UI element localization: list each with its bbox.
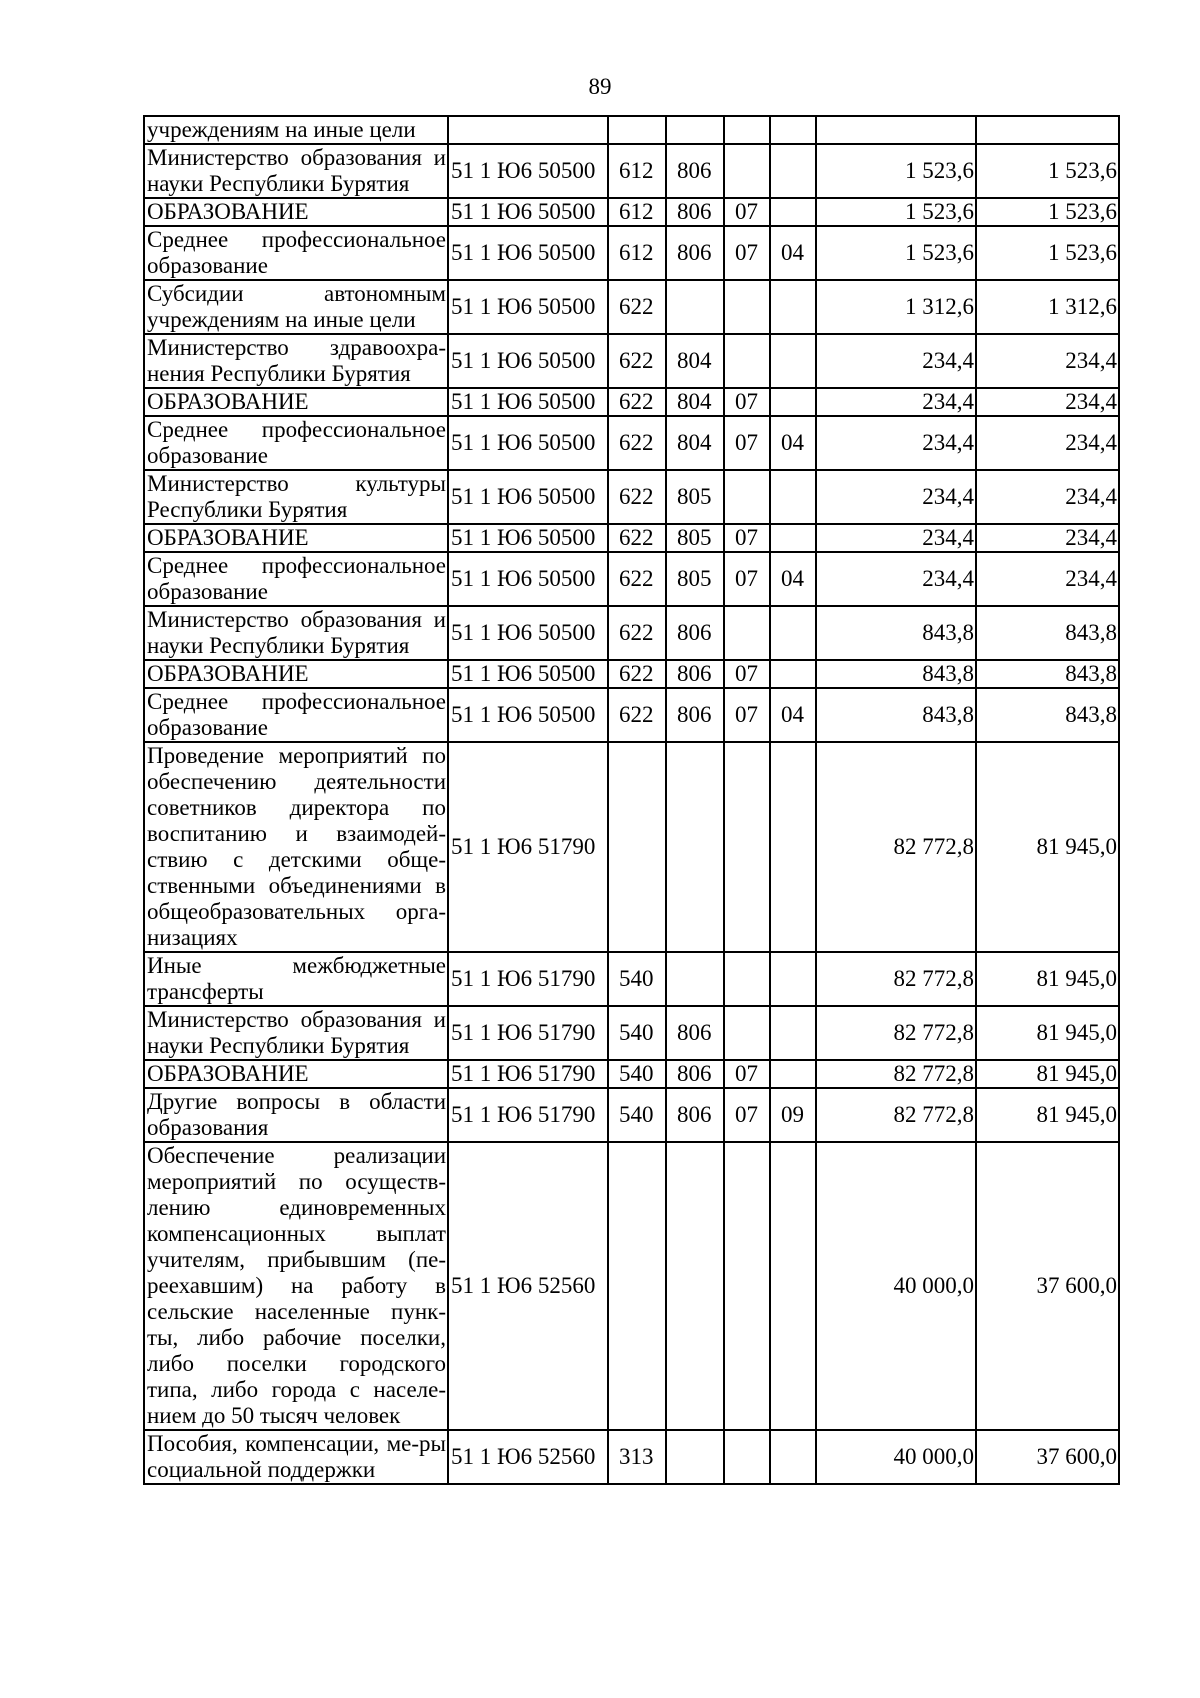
subsection-cell	[770, 524, 816, 552]
target-article-cell: 51 1 Ю6 50500	[448, 524, 608, 552]
sum-year-1-cell: 234,4	[816, 524, 976, 552]
sum-year-2-cell: 37 600,0	[976, 1430, 1119, 1484]
subsection-cell	[770, 470, 816, 524]
row-name-cell: Министерство образования и науки Республики Бурятия	[144, 144, 448, 198]
sum-year-2-cell: 81 945,0	[976, 952, 1119, 1006]
ministry-code-cell: 806	[666, 198, 724, 226]
ministry-code-cell: 804	[666, 334, 724, 388]
expense-type-cell: 540	[608, 1060, 666, 1088]
target-article-cell: 51 1 Ю6 52560	[448, 1142, 608, 1430]
sum-year-2-cell: 81 945,0	[976, 1006, 1119, 1060]
expense-type-cell: 612	[608, 198, 666, 226]
row-name-cell: учреждениям на иные цели	[144, 116, 448, 144]
sum-year-2-cell: 234,4	[976, 552, 1119, 606]
row-name-cell: Пособия, компенсации, ме-ры социальной поддержки	[144, 1430, 448, 1484]
subsection-cell: 04	[770, 226, 816, 280]
ministry-code-cell	[666, 1430, 724, 1484]
sum-year-2-cell: 1 523,6	[976, 226, 1119, 280]
sum-year-2-cell: 1 523,6	[976, 144, 1119, 198]
sum-year-2-cell: 234,4	[976, 416, 1119, 470]
table-row	[144, 1060, 1119, 1088]
row-name-cell: ОБРАЗОВАНИЕ	[144, 660, 448, 688]
target-article-cell: 51 1 Ю6 50500	[448, 388, 608, 416]
expense-type-cell: 313	[608, 1430, 666, 1484]
expense-type-cell: 622	[608, 470, 666, 524]
subsection-cell	[770, 280, 816, 334]
target-article-cell: 51 1 Ю6 50500	[448, 470, 608, 524]
section-cell: 07	[724, 1088, 770, 1142]
ministry-code-cell: 806	[666, 1088, 724, 1142]
expense-type-cell: 540	[608, 952, 666, 1006]
sum-year-1-cell: 234,4	[816, 334, 976, 388]
target-article-cell: 51 1 Ю6 52560	[448, 1430, 608, 1484]
ministry-code-cell: 804	[666, 416, 724, 470]
section-cell	[724, 1006, 770, 1060]
target-article-cell: 51 1 Ю6 50500	[448, 552, 608, 606]
target-article-cell: 51 1 Ю6 51790	[448, 742, 608, 952]
sum-year-2-cell: 1 523,6	[976, 198, 1119, 226]
sum-year-2-cell: 234,4	[976, 470, 1119, 524]
sum-year-1-cell: 40 000,0	[816, 1142, 976, 1430]
section-cell	[724, 742, 770, 952]
expense-type-cell: 612	[608, 226, 666, 280]
expense-type-cell: 622	[608, 416, 666, 470]
table-row	[144, 742, 1119, 952]
table-row	[144, 388, 1119, 416]
table-row	[144, 280, 1119, 334]
sum-year-2-cell: 81 945,0	[976, 1088, 1119, 1142]
table-row	[144, 606, 1119, 660]
expense-type-cell: 622	[608, 660, 666, 688]
ministry-code-cell: 806	[666, 144, 724, 198]
sum-year-2-cell: 843,8	[976, 606, 1119, 660]
subsection-cell: 04	[770, 688, 816, 742]
sum-year-2-cell: 37 600,0	[976, 1142, 1119, 1430]
sum-year-1-cell: 40 000,0	[816, 1430, 976, 1484]
section-cell: 07	[724, 1060, 770, 1088]
sum-year-1-cell: 234,4	[816, 388, 976, 416]
expense-type-cell	[608, 116, 666, 144]
expense-type-cell	[608, 1142, 666, 1430]
subsection-cell	[770, 198, 816, 226]
target-article-cell: 51 1 Ю6 50500	[448, 280, 608, 334]
row-name-cell: Проведение мероприятий по обеспечению деятельности советников директора по воспитанию и взаимодей-ствию с детскими обще-ственными объединениями в общеобразовательных орга-низациях	[144, 742, 448, 952]
section-cell	[724, 1142, 770, 1430]
subsection-cell	[770, 742, 816, 952]
row-name-cell: ОБРАЗОВАНИЕ	[144, 388, 448, 416]
subsection-cell	[770, 334, 816, 388]
target-article-cell: 51 1 Ю6 50500	[448, 660, 608, 688]
table-row	[144, 416, 1119, 470]
sum-year-1-cell: 1 523,6	[816, 226, 976, 280]
subsection-cell	[770, 1006, 816, 1060]
target-article-cell: 51 1 Ю6 51790	[448, 952, 608, 1006]
sum-year-1-cell: 82 772,8	[816, 1088, 976, 1142]
expense-type-cell: 622	[608, 524, 666, 552]
row-name-cell: Среднее профессиональное образование	[144, 226, 448, 280]
section-cell	[724, 116, 770, 144]
sum-year-1-cell: 234,4	[816, 416, 976, 470]
row-name-cell: Среднее профессиональное образование	[144, 416, 448, 470]
section-cell	[724, 952, 770, 1006]
section-cell: 07	[724, 198, 770, 226]
row-name-cell: Другие вопросы в области образования	[144, 1088, 448, 1142]
table-row	[144, 1430, 1119, 1484]
sum-year-2-cell: 843,8	[976, 660, 1119, 688]
sum-year-2-cell: 1 312,6	[976, 280, 1119, 334]
table-row	[144, 1006, 1119, 1060]
subsection-cell	[770, 660, 816, 688]
subsection-cell	[770, 388, 816, 416]
page-number: 89	[588, 74, 612, 99]
sum-year-1-cell: 82 772,8	[816, 742, 976, 952]
row-name-cell: ОБРАЗОВАНИЕ	[144, 524, 448, 552]
section-cell	[724, 334, 770, 388]
target-article-cell: 51 1 Ю6 51790	[448, 1060, 608, 1088]
sum-year-2-cell: 234,4	[976, 388, 1119, 416]
sum-year-1-cell: 82 772,8	[816, 952, 976, 1006]
table-row	[144, 470, 1119, 524]
target-article-cell: 51 1 Ю6 50500	[448, 226, 608, 280]
table-row	[144, 524, 1119, 552]
ministry-code-cell: 806	[666, 226, 724, 280]
subsection-cell	[770, 1060, 816, 1088]
expense-type-cell: 622	[608, 688, 666, 742]
ministry-code-cell	[666, 116, 724, 144]
target-article-cell: 51 1 Ю6 50500	[448, 606, 608, 660]
sum-year-1-cell: 1 312,6	[816, 280, 976, 334]
table-row	[144, 144, 1119, 198]
sum-year-2-cell: 234,4	[976, 524, 1119, 552]
subsection-cell	[770, 144, 816, 198]
ministry-code-cell	[666, 952, 724, 1006]
ministry-code-cell	[666, 1142, 724, 1430]
target-article-cell: 51 1 Ю6 50500	[448, 144, 608, 198]
section-cell	[724, 470, 770, 524]
expense-type-cell: 622	[608, 388, 666, 416]
budget-table	[143, 115, 1120, 1485]
row-name-cell: Субсидии автономным учреждениям на иные цели	[144, 280, 448, 334]
subsection-cell: 04	[770, 552, 816, 606]
target-article-cell: 51 1 Ю6 51790	[448, 1088, 608, 1142]
expense-type-cell: 622	[608, 606, 666, 660]
ministry-code-cell: 805	[666, 552, 724, 606]
section-cell	[724, 606, 770, 660]
sum-year-2-cell: 843,8	[976, 688, 1119, 742]
table-row	[144, 1142, 1119, 1430]
sum-year-2-cell: 81 945,0	[976, 1060, 1119, 1088]
ministry-code-cell: 805	[666, 470, 724, 524]
section-cell: 07	[724, 552, 770, 606]
sum-year-1-cell: 82 772,8	[816, 1060, 976, 1088]
sum-year-1-cell: 843,8	[816, 606, 976, 660]
section-cell: 07	[724, 388, 770, 416]
section-cell	[724, 280, 770, 334]
table-row	[144, 226, 1119, 280]
expense-type-cell: 540	[608, 1088, 666, 1142]
sum-year-2-cell: 234,4	[976, 334, 1119, 388]
section-cell	[724, 1430, 770, 1484]
target-article-cell	[448, 116, 608, 144]
subsection-cell: 04	[770, 416, 816, 470]
section-cell: 07	[724, 416, 770, 470]
section-cell: 07	[724, 660, 770, 688]
target-article-cell: 51 1 Ю6 50500	[448, 416, 608, 470]
table-row	[144, 1088, 1119, 1142]
table-row	[144, 688, 1119, 742]
table-row	[144, 198, 1119, 226]
row-name-cell: Иные межбюджетные трансферты	[144, 952, 448, 1006]
target-article-cell: 51 1 Ю6 51790	[448, 1006, 608, 1060]
ministry-code-cell	[666, 742, 724, 952]
row-name-cell: Министерство культуры Республики Бурятия	[144, 470, 448, 524]
ministry-code-cell: 806	[666, 1006, 724, 1060]
row-name-cell: Министерство образования и науки Республики Бурятия	[144, 606, 448, 660]
table-row	[144, 116, 1119, 144]
expense-type-cell: 622	[608, 552, 666, 606]
target-article-cell: 51 1 Ю6 50500	[448, 688, 608, 742]
sum-year-1-cell: 82 772,8	[816, 1006, 976, 1060]
row-name-cell: ОБРАЗОВАНИЕ	[144, 1060, 448, 1088]
sum-year-1-cell: 234,4	[816, 552, 976, 606]
target-article-cell: 51 1 Ю6 50500	[448, 198, 608, 226]
ministry-code-cell: 806	[666, 1060, 724, 1088]
target-article-cell: 51 1 Ю6 50500	[448, 334, 608, 388]
row-name-cell: Министерство здравоохра-нения Республики Бурятия	[144, 334, 448, 388]
table-row	[144, 660, 1119, 688]
ministry-code-cell: 806	[666, 606, 724, 660]
table-body	[144, 116, 1119, 1484]
subsection-cell	[770, 1142, 816, 1430]
row-name-cell: Среднее профессиональное образование	[144, 552, 448, 606]
sum-year-1-cell: 1 523,6	[816, 198, 976, 226]
sum-year-1-cell: 234,4	[816, 470, 976, 524]
sum-year-1-cell: 1 523,6	[816, 144, 976, 198]
section-cell: 07	[724, 688, 770, 742]
ministry-code-cell: 806	[666, 660, 724, 688]
ministry-code-cell: 805	[666, 524, 724, 552]
sum-year-1-cell	[816, 116, 976, 144]
row-name-cell: Обеспечение реализации мероприятий по осуществ-лению единовременных компенсационных выплат учителям, прибывшим (пе-реехавшим) на работу в сельские населенные пунк-ты, либо рабочие поселки, либо поселки городского типа, либо города с населе-нием до 50 тысяч человек	[144, 1142, 448, 1430]
sum-year-2-cell	[976, 116, 1119, 144]
expense-type-cell: 622	[608, 280, 666, 334]
row-name-cell: ОБРАЗОВАНИЕ	[144, 198, 448, 226]
table-row	[144, 952, 1119, 1006]
expense-type-cell: 612	[608, 144, 666, 198]
expense-type-cell: 622	[608, 334, 666, 388]
sum-year-2-cell: 81 945,0	[976, 742, 1119, 952]
ministry-code-cell: 806	[666, 688, 724, 742]
row-name-cell: Министерство образования и науки Республики Бурятия	[144, 1006, 448, 1060]
sum-year-1-cell: 843,8	[816, 660, 976, 688]
expense-type-cell: 540	[608, 1006, 666, 1060]
table-row	[144, 334, 1119, 388]
ministry-code-cell: 804	[666, 388, 724, 416]
subsection-cell	[770, 952, 816, 1006]
ministry-code-cell	[666, 280, 724, 334]
section-cell: 07	[724, 226, 770, 280]
section-cell	[724, 144, 770, 198]
row-name-cell: Среднее профессиональное образование	[144, 688, 448, 742]
subsection-cell	[770, 1430, 816, 1484]
subsection-cell: 09	[770, 1088, 816, 1142]
sum-year-1-cell: 843,8	[816, 688, 976, 742]
section-cell: 07	[724, 524, 770, 552]
subsection-cell	[770, 116, 816, 144]
expense-type-cell	[608, 742, 666, 952]
table-row	[144, 552, 1119, 606]
subsection-cell	[770, 606, 816, 660]
